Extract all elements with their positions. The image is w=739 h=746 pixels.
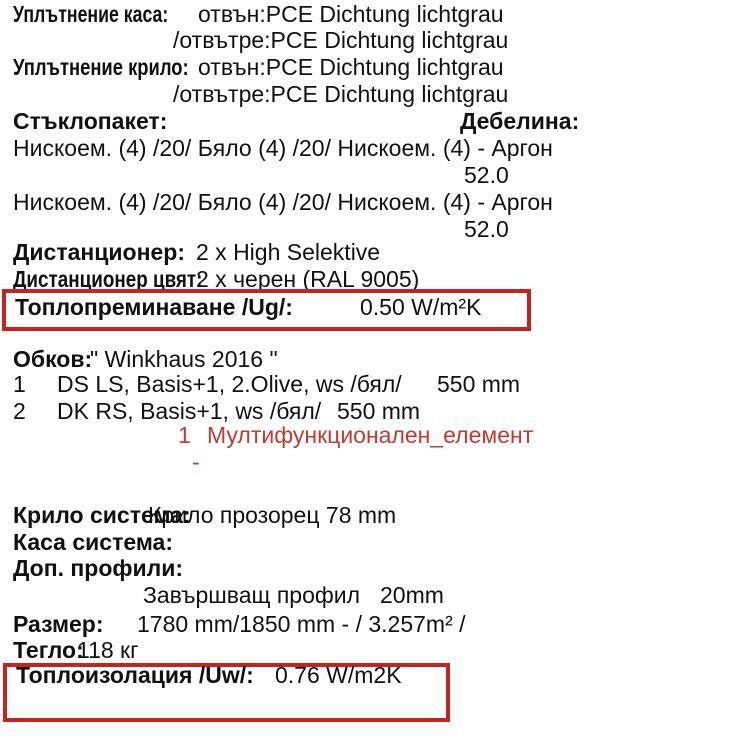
extra-profile-size: 20mm (380, 582, 444, 608)
sash-system-label: Крило система: (13, 502, 191, 528)
uw-value: 0.76 W/m2K (275, 662, 402, 688)
seal-frame-inside-value: /отвътре:PCE Dichtung lichtgrau (173, 27, 509, 53)
spacer-label: Дистанционер: (13, 239, 185, 265)
glazing-thickness-label: Дебелина: (460, 108, 580, 134)
glazing-label: Стъклопакет: (13, 108, 168, 134)
hardware-item-desc: DS LS, Basis+1, 2.Olive, ws /бял/ (57, 371, 402, 397)
hardware-item-length: 550 mm (437, 371, 521, 397)
hardware-item-num: 2 (13, 398, 26, 424)
hardware-warning-dash: - (192, 449, 200, 475)
seal-frame-outside-value: отвън:PCE Dichtung lichtgrau (198, 1, 504, 27)
glazing-unit-thickness: 52.0 (464, 162, 509, 188)
glazing-unit-composition: Нискоем. (4) /20/ Бяло (4) /20/ Нискоем. (4) - Аргон (13, 135, 553, 161)
hardware-label: Обков: (13, 346, 93, 372)
ug-label: Топлопреминаване /Ug/: (15, 294, 293, 320)
spacer-color-label: Дистанционер цвят: (13, 266, 203, 292)
hardware-warning-text: Мултифункционален_елемент (207, 422, 534, 448)
extra-profiles-label: Доп. профили: (13, 555, 184, 581)
hardware-item-num: 1 (13, 371, 26, 397)
glazing-unit-composition: Нискоем. (4) /20/ Бяло (4) /20/ Нискоем. (4) - Аргон (13, 189, 553, 215)
hardware-brand: " Winkhaus 2016 " (90, 346, 278, 372)
spacer-value: 2 x High Selektive (196, 239, 381, 265)
seal-frame-label: Уплътнение каса: (13, 1, 169, 27)
seal-sash-inside-value: /отвътре:PCE Dichtung lichtgrau (173, 81, 509, 107)
frame-system-label: Каса система: (13, 529, 174, 555)
uw-label: Топлоизолация /Uw/: (16, 662, 254, 688)
sash-system-value: Крило прозорец 78 mm (148, 502, 397, 528)
extra-profile-item: Завършващ профил (143, 582, 361, 608)
size-value: 1780 mm/1850 mm - / 3.257m² / (137, 611, 466, 637)
size-label: Размер: (13, 611, 104, 637)
hardware-item-desc: DK RS, Basis+1, ws /бял/ (57, 398, 322, 424)
seal-sash-outside-value: отвън:PCE Dichtung lichtgrau (198, 54, 504, 80)
weight-value: 118 кг (77, 637, 139, 663)
ug-value: 0.50 W/m²K (360, 294, 482, 320)
glazing-unit-thickness: 52.0 (464, 216, 509, 242)
weight-label: Тегло: (13, 637, 84, 663)
hardware-warning-num: 1 (178, 422, 191, 448)
hardware-item-length: 550 mm (337, 398, 421, 424)
seal-sash-label: Уплътнение крило: (13, 54, 189, 80)
spacer-color-value: 2 x черен (RAL 9005) (196, 266, 420, 292)
